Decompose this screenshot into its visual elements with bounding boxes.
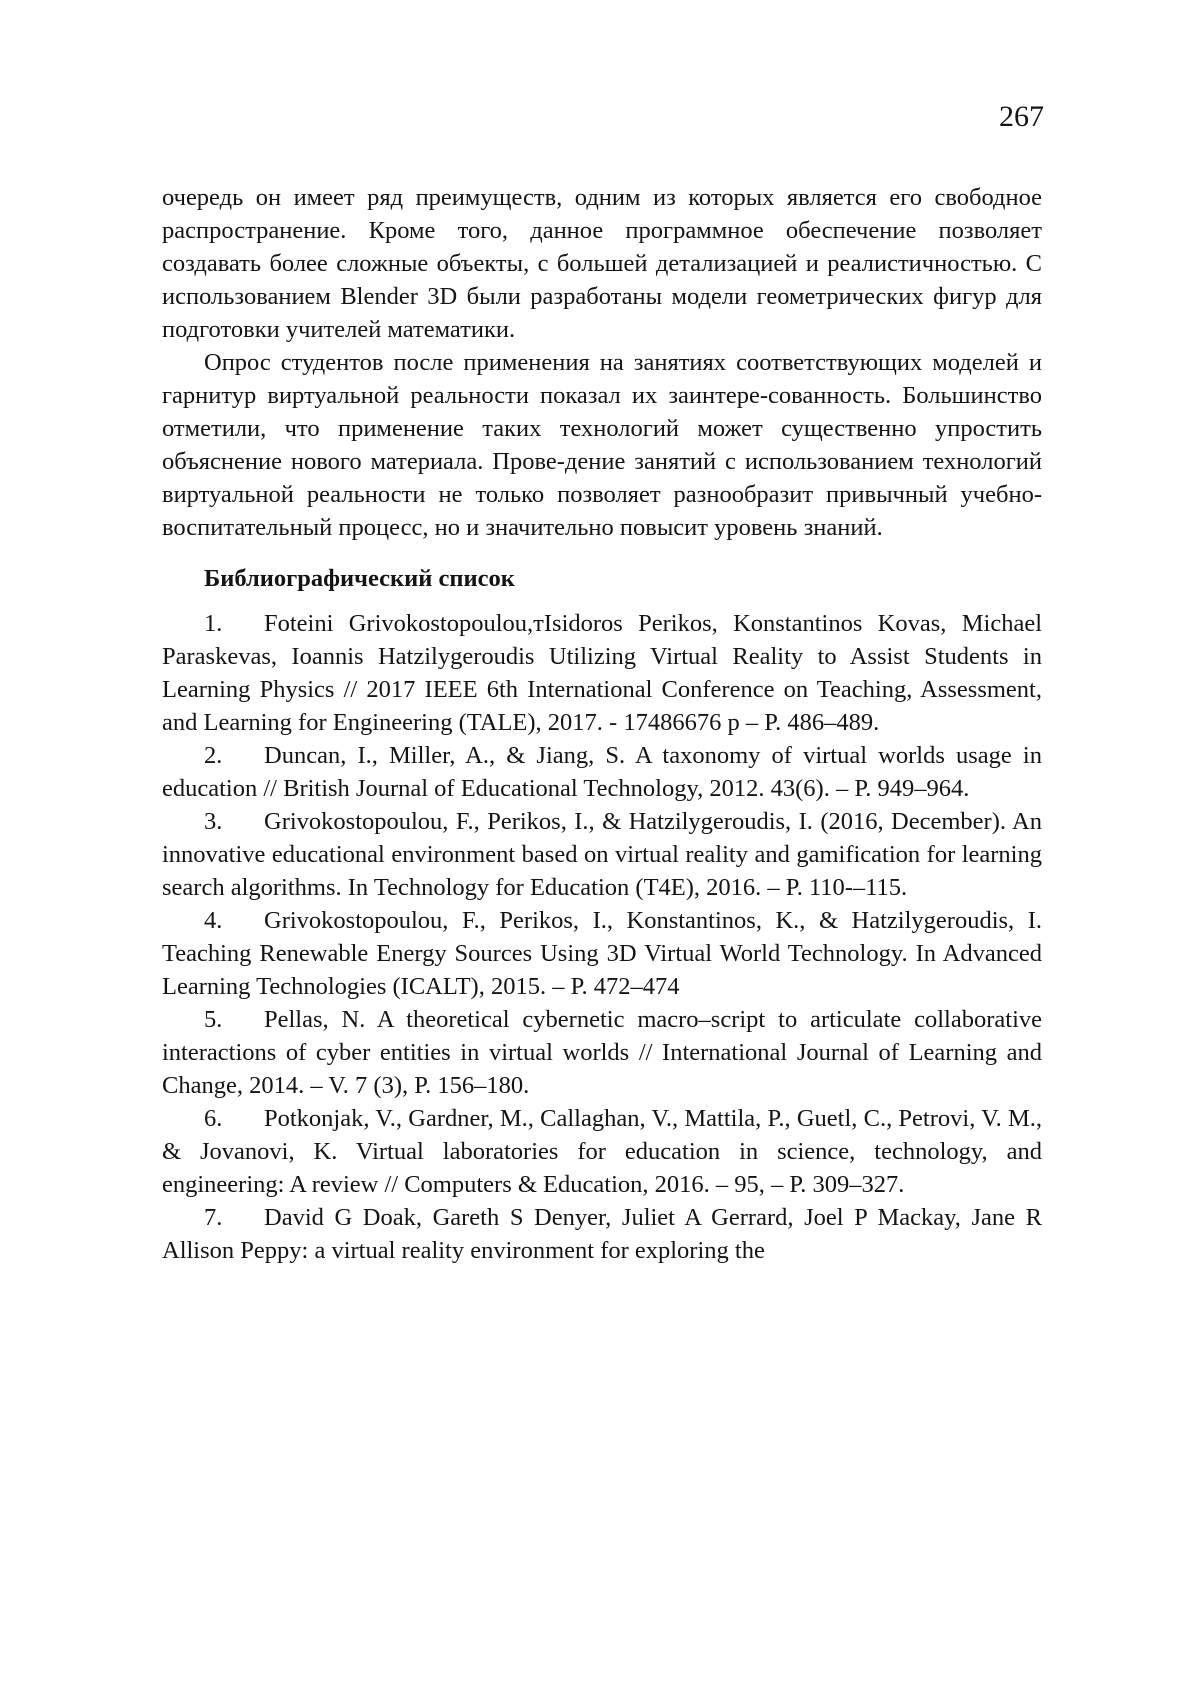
- paragraph-continuation: очередь он имеет ряд преимуществ, одним из которых является его свободное распространение. Кроме того, данное программное обеспечение позволяет создавать более сложные объекты, с большей детализацией и реалистичностью. С использованием Blender 3D были разработаны модели геометрических фигур для подготовки учителей математики.: [162, 181, 1042, 346]
- bibliography-item-text: Grivokostopoulou, F., Perikos, I., Konstantinos, K., & Hatzilygeroudis, I. Teaching Renewable Energy Sources Using 3D Virtual World Technology. In Advanced Learning Technologies (ICALT), 2015. – P. 472–474: [162, 907, 1042, 1000]
- bibliography-item: [162, 739, 1042, 805]
- bibliography-item-number: 3.: [204, 805, 264, 838]
- bibliography-item-number: 5.: [204, 1003, 264, 1036]
- bibliography-item-text: David G Doak, Gareth S Denyer, Juliet A Gerrard, Joel P Mackay, Jane R Allison Peppy: a virtual reality environment for exploring the: [162, 1204, 1042, 1264]
- bibliography-item: [162, 1201, 1042, 1267]
- bibliography-heading: Библиографический список: [204, 562, 1042, 595]
- bibliography-item-text: Grivokostopoulou, F., Perikos, I., & Hatzilygeroudis, I. (2016, December). An innovative educational environment based on virtual reality and gamification for learning search algorithms. In Technology for Education (T4E), 2016. – P. 110-–115.: [162, 808, 1042, 901]
- bibliography-item-text: Foteini Grivokostopoulou,тIsidoros Perikos, Konstantinos Kovas, Michael Paraskevas, Ioannis Hatzilygeroudis Utilizing Virtual Reality to Assist Students in Learning Physics // 2017 IEEE 6th International Conference on Teaching, Assessment, and Learning for Engineering (TALE), 2017. - 17486676 p – P. 486–489.: [162, 610, 1042, 736]
- bibliography-item: [162, 607, 1042, 739]
- document-page: [0, 0, 1200, 1703]
- paragraph-survey: Опрос студентов после применения на занятиях соответствующих моделей и гарнитур виртуальной реальности показал их заинтере-сованность. Большинство отметили, что применение таких технологий может существенно упростить объяснение нового материала. Прове-дение занятий с использованием технологий виртуальной реальности не только позволяет разнообразит привычный учебно-воспитательный процесс, но и значительно повысит уровень знаний.: [162, 346, 1042, 544]
- bibliography-item-number: 1.: [204, 607, 264, 640]
- bibliography-item-number: 4.: [204, 904, 264, 937]
- bibliography-item-number: 6.: [204, 1102, 264, 1135]
- bibliography-item: [162, 1102, 1042, 1201]
- bibliography-item: [162, 805, 1042, 904]
- bibliography-item-text: Duncan, I., Miller, A., & Jiang, S. A taxonomy of virtual worlds usage in education // British Journal of Educational Technology, 2012. 43(6). – P. 949–964.: [162, 742, 1042, 802]
- body-text: [162, 181, 1042, 1267]
- bibliography-item-text: Potkonjak, V., Gardner, M., Callaghan, V., Mattila, P., Guetl, C., Petrovi, V. M., & Jovanovi, K. Virtual laboratories for education in science, technology, and engineering: A review // Computers & Education, 2016. – 95, – P. 309–327.: [162, 1105, 1042, 1198]
- bibliography-item-text: Pellas, N. A theoretical cybernetic macro–script to articulate collaborative interactions of cyber entities in virtual worlds // International Journal of Learning and Change, 2014. – V. 7 (3), P. 156–180.: [162, 1006, 1042, 1099]
- page-number: 267: [999, 102, 1044, 132]
- bibliography-item-number: 7.: [204, 1201, 264, 1234]
- bibliography-item: [162, 904, 1042, 1003]
- bibliography-list: [162, 607, 1042, 1267]
- bibliography-item: [162, 1003, 1042, 1102]
- bibliography-item-number: 2.: [204, 739, 264, 772]
